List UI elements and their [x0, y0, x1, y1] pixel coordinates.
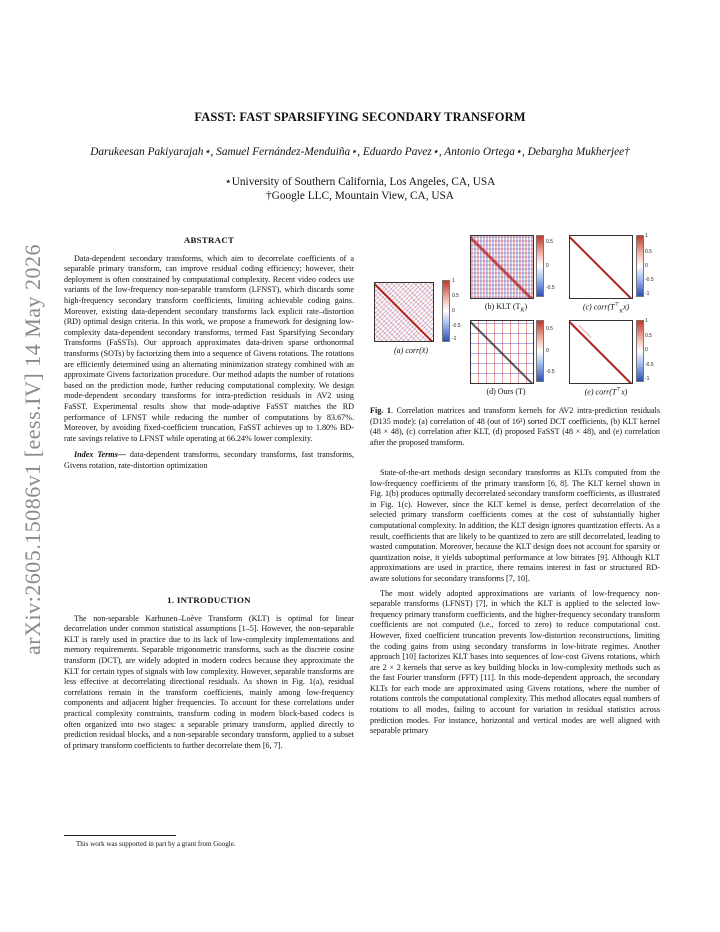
colorbar-d: [536, 320, 544, 382]
index-terms: [64, 450, 354, 471]
klt-kernel-b: [470, 235, 534, 299]
tick-c-3: 0: [645, 263, 648, 269]
caption-text: . Correlation matrices and transform kernels for AV2 intra-prediction residuals (D135 mode): (a) correlation of 48 (out of 16²) sorted DCT coefficients, (b) KLT kernel (48 × 48), (c) correlation after KLT, (d) proposed FaSST (48 × 48), and (e) correlation after the proposed transform.: [370, 406, 660, 447]
tick-c-2: 0.5: [645, 249, 652, 255]
tick-e-4: -0.5: [645, 362, 654, 368]
label-e: (e) corr(T⊤x): [584, 387, 628, 397]
paper-title: FASST: FAST SPARSIFYING SECONDARY TRANSFORM: [194, 110, 526, 124]
tick-e-1: 1: [645, 318, 648, 324]
tick-c-5: -1: [645, 291, 650, 297]
arxiv-stamp: arXiv:2605.15086v1 [eess.IV] 14 May 2026: [20, 243, 45, 655]
introduction-section: [64, 595, 354, 751]
intro-text: The non-separable Karhunen–Loève Transform (KLT) is optimal for linear decorrelation under common statistical assumptions [1–5]. However, the non-separable KLT is rarely used in practice due to its lack of low-complexity implementations and memory requirements. Separable trigonometric transforms, such as the discrete cosine transform (DCT), are widely adopted in modern codecs because they approximate the KLT for certain types of signals with low complexity. However, separable transforms are less effective at decorrelating directional residuals. As shown in Fig. 1(a), residual correlations remain in the transform coefficients, mainly among low-frequency components and adjacent higher frequencies. To account for these correlations under practical complexity constraints, transform coding in modern block-based codecs is often organized into two stages: a separable primary transform, applied directly to prediction residual blocks, and a non-separable secondary transform, applied to a subset of primary transform coefficients to further decorrelate them [6, 7].: [64, 613, 354, 750]
tick-a-2: 0.5: [452, 293, 459, 299]
diagonal-line: [470, 321, 533, 384]
tick-e-5: -1: [645, 376, 650, 382]
abstract-section: [64, 235, 354, 471]
diagonal-line: [374, 283, 433, 342]
caption-label: Fig. 1: [370, 406, 391, 415]
tick-a-3: 0: [452, 308, 455, 314]
tick-e-3: 0: [645, 347, 648, 353]
fasst-kernel-d: [470, 320, 534, 384]
index-terms-text: data-dependent transforms, secondary transforms, fast transforms, Givens rotation, rate-distortion optimization: [64, 450, 354, 470]
tick-c-4: -0.5: [645, 277, 654, 283]
label-c: (c) $corr(T^⊤_Kx)$: [582, 302, 630, 315]
correlation-matrix-c: [569, 235, 633, 299]
affiliation-usc: ⋆University of Southern California, Los Angeles, CA, USA: [224, 176, 496, 188]
paragraph-approximations: The most widely adopted approximations are variants of low-frequency non-separable transforms (LFNST) [7], in which the KLT is applied to the selected low-frequency primary transform coefficients, and the higher-frequency secondary transform coefficients are not computed (i.e., forced to zero) to reduce computational cost. However, fixed coefficient truncation prevents low-distortion reconstructions, limiting the coding gains from using secondary transforms in low-bitrate regimes. Another approach [10] factorizes KLT bases into sequences of low-cost Givens rotations, which are 2 × 2 kernels that serve as key building blocks in low-complexity methods such as the fast Fourier transform (FFT) [11]. In this mode-dependent approach, the secondary KLTs for each mode are approximated using Givens rotations, where the number of rotations controls the computational complexity. This method allocates equal numbers of rotations to all modes, failing to account for variation in residual statistics across prediction modes. For instance, horizontal and vertical modes are well aligned with separable primary: [370, 588, 660, 736]
diagonal-line: [569, 321, 632, 384]
colorbar-b: [536, 235, 544, 297]
tick-e-2: 0.5: [645, 333, 652, 339]
label-b: (b) KLT $(T_K)$: [484, 302, 528, 314]
intro-heading: 1. INTRODUCTION: [167, 595, 251, 605]
tick-b-3: -0.5: [546, 285, 555, 291]
diagonal-line: [569, 236, 632, 299]
tick-b-1: 0.5: [546, 239, 553, 245]
tick-c-1: 1: [645, 233, 648, 239]
tick-d-1: 0.5: [546, 326, 553, 332]
tick-d-2: 0: [546, 348, 549, 354]
tick-a-1: 1: [452, 278, 455, 284]
label-a: (a) corr(x̂): [394, 346, 428, 355]
index-terms-label: Index Terms—: [74, 450, 126, 460]
abstract-heading: ABSTRACT: [183, 235, 235, 245]
colorbar-e: [636, 320, 644, 382]
tick-d-3: -0.5: [546, 369, 555, 375]
correlation-matrix-a: [374, 282, 434, 342]
tick-a-4: -0.5: [452, 323, 461, 329]
tick-b-2: 0: [546, 263, 549, 269]
affiliation-google: †Google LLC, Mountain View, CA, USA: [266, 190, 454, 202]
right-column-body: [370, 468, 660, 737]
label-d: (d) Ours (T): [486, 387, 526, 396]
colorbar-c: [636, 235, 644, 297]
footnote: This work was supported in part by a grant from Google.: [76, 840, 236, 848]
abstract-text: Data-dependent secondary transforms, which aim to decorrelate coefficients of a separable primary transform, can improve residual coding efficiency; however, their deployment is often constrained by computational complexity. Recent video codecs use variants of the low-frequency non-separable transform (LFNST), which discards some high-frequency secondary transform coefficients, limiting achievable coding gains. Moreover, existing data-dependent secondary transforms lack explicit rate–distortion (RD) optimal design criteria. In this work, we propose a framework for designing low-complexity data-dependent secondary transforms, termed Fast Sparsifying Secondary Transforms (FaSSTs). Our approach approximates data-driven sparse orthonormal transforms (SOTs) by factorizing them into a sequence of Givens rotations. The rotations are efficiently determined using an alternating minimization strategy combined with an approximate Givens factorization procedure. Our method adapts the number of rotations based on the prediction mode, further reducing computational complexity. We design mode-dependent secondary transforms for intra-prediction residuals in AV2 using FaSST. Experimental results show that mode-adaptive FaSST matches the RD performance of LFNST while reducing the number of computations by 83.67%. Moreover, by avoiding fixed-coefficient truncation, FaSST achieves up to 1.80% BD-rate savings relative to LFNST while operating at 66.24% lower complexity.: [64, 253, 354, 443]
author-list: Darukeesan Pakiyarajah⋆, Samuel Fernández-Menduiña⋆, Eduardo Pavez⋆, Antonio Ortega⋆, Debargha Mukherjee†: [90, 146, 630, 158]
correlation-matrix-e: [569, 320, 633, 384]
footnote-rule: [64, 835, 176, 836]
colorbar-a: [442, 280, 450, 342]
figure-1: [366, 232, 658, 404]
diagonal-band: [470, 236, 533, 299]
figure-caption: [370, 406, 660, 448]
tick-a-5: -1: [452, 336, 457, 342]
paragraph-state-of-the-art: State-of-the-art methods design secondary transforms as KLTs computed from the low-frequency coefficients of the primary transform [6, 8]. The KLT kernel shown in Fig. 1(b) produces optimally decorrelated secondary transform coefficients, as illustrated in Fig. 1(c). However, since the KLT kernel is dense, perfect decorrelation of the selected primary transform coefficients comes at the cost of substantially higher computational complexity. In addition, the KLT design ignores quantization effects. As a result, coefficients that are likely to be quantized to zero are still decorrelated, leading to wasted computation. Moreover, because the KLT design does not account for sparsity or quantization noise, it yields suboptimal performance at low bitrates [9]. Although KLT approximations are used in practice, there remains interest in fast or structured RD-aware solutions for secondary transforms [7, 10].: [370, 468, 660, 583]
